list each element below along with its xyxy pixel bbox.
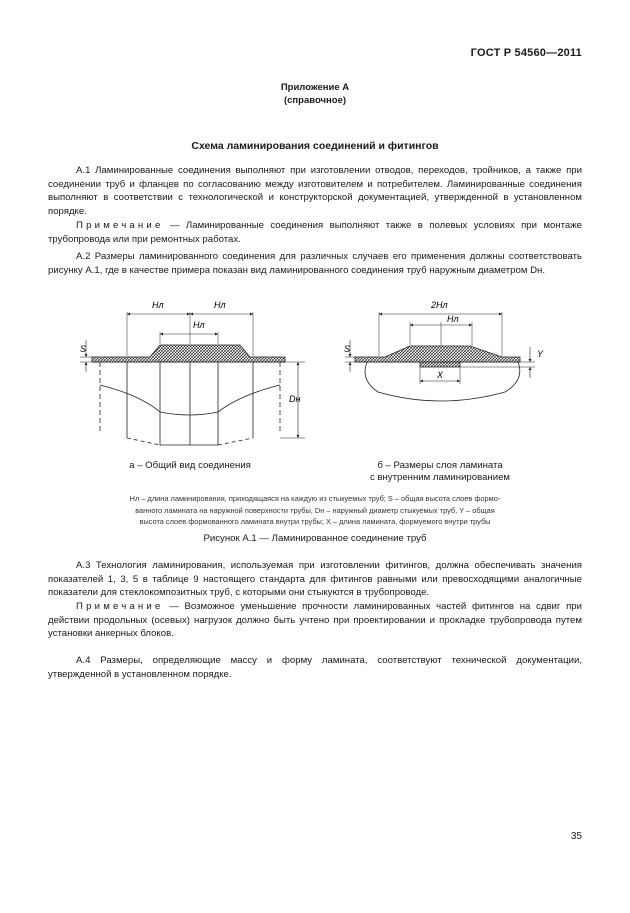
caption-b-line1: б – Размеры слоя ламината bbox=[377, 460, 503, 471]
label-hl-left: Hл bbox=[152, 300, 164, 310]
label-s-right: S bbox=[344, 344, 351, 354]
note-2 bbox=[48, 600, 582, 641]
label-hl-b: Hл bbox=[447, 314, 459, 324]
laminate-layer-inner bbox=[420, 362, 460, 367]
paragraph-a1-text: А.1 Ламинированные соединения выполняют при изготовлении отводов, переходов, тройников, а также при соединении труб и фланцев по согласованию между изготовителем и потребителем. Ламинированные соединения выполняют в соответствии с технологической и конструкторской документацией, утвержденной в установленном порядке. bbox=[48, 165, 582, 217]
paragraph-a2-text: А.2 Размеры ламинированного соединения для различных случаев его применения должны соответствовать рисунку А.1, где в качестве примера показан вид ламинированного соединения труб наружным диаметром Dн. bbox=[48, 251, 582, 276]
note-1-text: — Ламинированные соединения выполняют также в полевых условиях при монтаже трубопровода или при ремонтных работах. bbox=[48, 220, 582, 245]
caption-a: а – Общий вид соединения bbox=[129, 460, 251, 471]
legend-line-3: высота слоев формованного ламината внутри трубы; X – длина ламината, формуемого внутри трубы bbox=[139, 517, 491, 526]
caption-b-line2: с внутренним ламинированием bbox=[369, 472, 511, 483]
paragraph-a4 bbox=[48, 654, 582, 681]
legend-line-1: Hл – длина ламинирования, приходящаяся на каждую из стыкуемых труб; S – общая высота слоев формо- bbox=[129, 494, 501, 503]
annex-title: Приложение А bbox=[280, 82, 350, 93]
document-header: ГОСТ Р 54560—2011 bbox=[470, 47, 582, 59]
label-s-left: S bbox=[80, 344, 87, 354]
legend-line-2: ванного ламината на наружной поверхности трубы, Dн – наружный диаметр стыкуемых труб, Y – общая bbox=[135, 505, 495, 515]
paragraph-a3 bbox=[48, 559, 582, 600]
laminate-layer bbox=[92, 345, 285, 362]
figure-title: Рисунок А.1 — Ламинированное соединение труб bbox=[203, 533, 427, 544]
note-2-text: — Возможное уменьшение прочности ламинированных частей фитингов на сдвиг при действии продольных (осевых) нагрузок должно быть учтено при проектировании и прокладке трубопровода путем установки анкерных блоков. bbox=[48, 601, 582, 639]
label-x: X bbox=[437, 370, 444, 380]
label-hl-inner: Hл bbox=[193, 320, 205, 330]
drawing-laminate-dimensions bbox=[345, 312, 535, 401]
figure-legend bbox=[60, 493, 570, 528]
annex-subtitle: (справочное) bbox=[283, 95, 347, 106]
laminate-layer-outer bbox=[355, 346, 520, 362]
section-title: Схема ламинирования соединений и фитингов bbox=[191, 140, 439, 152]
label-y: Y bbox=[537, 349, 544, 359]
label-dn: Dн bbox=[289, 394, 301, 404]
paragraph-a4-text: А.4 Размеры, определяющие массу и форму ламината, соответствуют технической документации, утвержденной в установленном порядке. bbox=[48, 655, 582, 680]
label-2hl: 2Hл bbox=[431, 300, 448, 310]
paragraph-a3-text: А.3 Технология ламинирования, используемая при изготовлении фитингов, должна обеспечивать значения показателей 1, 3, 5 в таблице 9 настоящего стандарта для фитингов равными или превосходящими аналогичные показатели для стеклокомпозитных труб, с которыми они стыкуются в трубопроводе. bbox=[48, 560, 582, 598]
label-hl-right: Hл bbox=[214, 300, 226, 310]
note-2-label: Примечание bbox=[76, 601, 164, 612]
drawing-general-view bbox=[80, 312, 305, 445]
note-1-label: Примечание bbox=[76, 220, 164, 231]
page-number: 35 bbox=[570, 831, 582, 842]
